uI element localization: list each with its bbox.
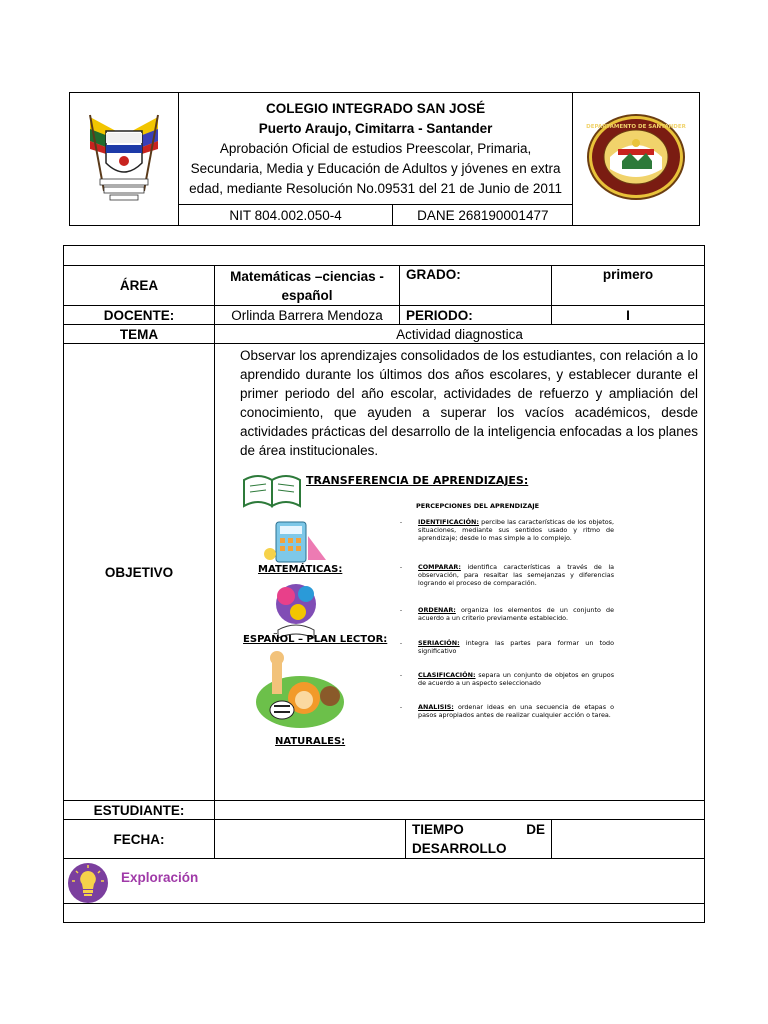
fecha-value [215,820,406,858]
infographic-title: TRANSFERENCIA DE APRENDIZAJES: [306,474,529,487]
tema-label: TEMA [64,325,215,344]
school-logo-cell [70,93,179,226]
school-location: Puerto Araujo, Cimitarra - Santander [258,120,493,136]
school-name: COLEGIO INTEGRADO SAN JOSÉ [266,100,486,116]
dane-cell: DANE 268190001477 [393,205,573,226]
perception-item: ORDENAR: organiza los elementos de un conjunto de acuerdo a un criterio previamente establecido. [418,606,615,623]
objetivo-label: OBJETIVO [64,344,215,801]
section-natural: NATURALES: [275,736,346,747]
seal-cell [573,93,700,226]
approval-line-2: Secundaria, Media y Educación de Adultos y jóvenes en extra [190,160,561,176]
area-label: ÁREA [64,266,215,306]
perception-item: ANALISIS: ordenar ideas en una secuencia de etapas o pasos apropiados antes de realizar cualquier acción o tarea. [418,703,615,720]
exploracion-label: Exploración [121,870,199,885]
nit-cell: NIT 804.002.050-4 [178,205,392,226]
perception-item: SERIACIÓN: integra las partes para formar un todo significativo [418,639,615,656]
infographic-subtitle: PERCEPCIONES DEL APRENDIZAJE [416,502,540,510]
section-math: MATEMÁTICAS: [258,564,343,575]
seal-text: DEPARTAMENTO DE SANTANDER [586,123,686,130]
bullet-dash: - [400,565,403,571]
bullet-dash: - [400,608,403,614]
tiempo-value [552,820,705,859]
learning-transfer-infographic [240,460,702,800]
perception-item: COMPARAR: identifica características a través de la observación, para resaltar las semejanzas y diferencias logrando el proceso de comparación. [418,563,615,588]
activity-table [63,245,705,923]
docente-value: Orlinda Barrera Mendoza [215,306,400,325]
perception-item: IDENTIFICACIÓN: percibe las características de los objetos, situaciones, mediante sus sentidos usado y ritmo de aprendizaje; desde lo mas simple a lo complejo. [418,518,615,543]
blank-top-row [64,246,705,266]
santander-department-seal-icon [586,113,686,201]
objetivo-cell [215,344,705,801]
bullet-dash: - [400,520,403,526]
section-spanish: ESPAÑOL – PLAN LECTOR: [243,634,388,645]
bullet-dash: - [400,673,403,679]
exploracion-cell [64,859,705,904]
fecha-tiempo-cell [215,820,552,859]
bullet-dash: - [400,641,403,647]
grado-value: primero [552,266,705,306]
tiempo-label: TIEMPO DE DESARROLLO [412,822,545,856]
periodo-label: PERIODO: [400,306,552,325]
open-book-icon [240,470,304,510]
area-value: Matemáticas –ciencias - español [215,266,400,306]
estudiante-value [215,801,705,820]
grado-label: GRADO: [400,266,552,306]
school-crest-icon [76,111,172,203]
fecha-label: FECHA: [64,820,215,859]
header-table [69,92,700,226]
bullet-dash: - [400,705,403,711]
periodo-value: I [552,306,705,325]
approval-line-3: edad, mediante Resolución No.09531 del 21 de Junio de 2011 [189,180,562,196]
math-tools-icon [262,516,330,568]
perception-item: CLASIFICACIÓN: separa un conjunto de objetos en grupos de acuerdo a un aspecto seleccionado [418,671,615,688]
jungle-animals-icon [254,650,346,730]
lightbulb-icon [67,862,109,904]
fecha-inner [215,820,551,858]
approval-line-1: Aprobación Oficial de estudios Preescolar, Primaria, [219,140,532,156]
blank-bottom-row [64,904,705,923]
objetivo-text: Observar los aprendizajes consolidados de los estudiantes, con relación a lo aprendido durante los últimos dos años escolares, y establecer durante el primer periodo del año escolar, actividades de refuerzo y ampliación del conocimiento, que ayuden a superar los vacíos académicos, desde actividades prácticas del desarrollo de la inteligencia enfocadas a los planes de área institucionales. [240,348,698,458]
docente-label: DOCENTE: [64,306,215,325]
estudiante-label: ESTUDIANTE: [64,801,215,820]
school-info-cell [178,93,572,205]
tema-value: Actividad diagnostica [215,325,705,344]
